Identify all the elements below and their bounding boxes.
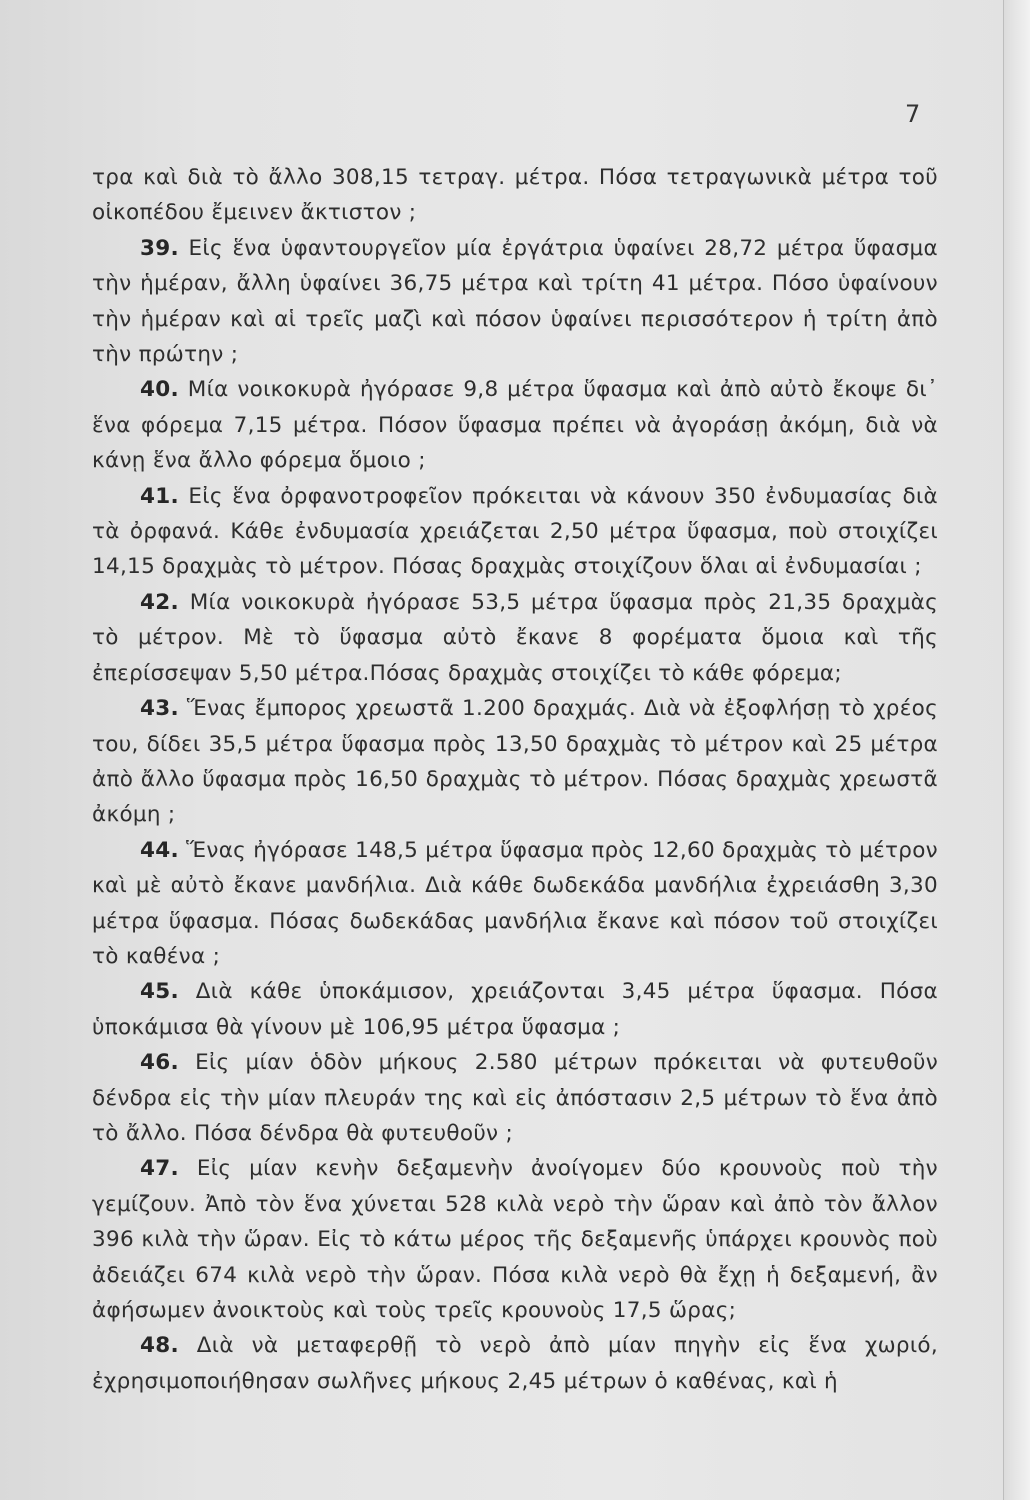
page-text bbox=[92, 160, 938, 1399]
problem-text: Μία νοικοκυρὰ ἠγόρασε 53,5 μέτρα ὕφασμα πρὸς 21,35 δραχμὰς τὸ μέτρον. Μὲ τὸ ὕφασμα αὐτὸ ἔκανε 8 φορέματα ὅμοια καὶ τῆς ἐπερίσσεψαν 5,50 μέτρα.Πόσας δραχμὰς στοιχίζει τὸ κάθε φόρεμα; bbox=[92, 589, 938, 686]
problem-45 bbox=[92, 974, 938, 1045]
problem-text: Διὰ κάθε ὑποκάμισον, χρειάζονται 3,45 μέτρα ὕφασμα. Πόσα ὑποκάμισα θὰ γίνουν μὲ 106,95 μέτρα ὕφασμα ; bbox=[92, 979, 939, 1040]
problem-number: 48. bbox=[140, 1333, 179, 1359]
problem-41 bbox=[92, 479, 938, 585]
problem-47 bbox=[92, 1151, 938, 1328]
intro-paragraph: τρα καὶ διὰ τὸ ἄλλο 308,15 τετραγ. μέτρα. Πόσα τετραγωνικὰ μέτρα τοῦ οἰκοπέδου ἔμεινεν ἄκτιστον ; bbox=[92, 165, 938, 226]
problem-number: 42. bbox=[140, 589, 179, 615]
problem-46 bbox=[92, 1045, 938, 1151]
problem-number: 40. bbox=[140, 377, 179, 403]
page-edge bbox=[1003, 0, 1030, 1500]
page-number: 7 bbox=[905, 100, 921, 128]
problem-text: Εἰς μίαν ὁδὸν μήκους 2.580 μέτρων πρόκειται νὰ φυτευθοῦν δένδρα εἰς τὴν μίαν πλευράν της καὶ εἰς ἀπόστασιν 2,5 μέτρων τὸ ἕνα ἀπὸ τὸ ἄλλο. Πόσα δένδρα θὰ φυτευθοῦν ; bbox=[92, 1050, 939, 1146]
problem-40 bbox=[92, 372, 938, 478]
problem-text: Εἰς ἕνα ὀρφανοτροφεῖον πρόκειται νὰ κάνουν 350 ἐνδυμασίας διὰ τὰ ὀρφανά. Κάθε ἐνδυμασία χρειάζεται 2,50 μέτρα ὕφασμα, ποὺ στοιχίζει 14,15 δραχμὰς τὸ μέτρον. Πόσας δραχμὰς στοιχίζουν ὅλαι αἱ ἐνδυμασίαι ; bbox=[92, 483, 938, 580]
problem-text: Διὰ νὰ μεταφερθῇ τὸ νερὸ ἀπὸ μίαν πηγὴν εἰς ἕνα χωριό, ἐχρησιμοποιήθησαν σωλῆνες μήκους 2,45 μέτρων ὁ καθένας, καὶ ἡ bbox=[92, 1333, 938, 1394]
problem-number: 44. bbox=[140, 837, 179, 863]
problem-39 bbox=[92, 231, 938, 373]
problem-text: Ἕνας ἠγόρασε 148,5 μέτρα ὕφασμα πρὸς 12,60 δραχμὰς τὸ μέτρον καὶ μὲ αὐτὸ ἔκανε μανδήλια. Διὰ κάθε δωδεκάδα μανδήλια ἐχρειάσθη 3,30 μέτρα ὕφασμα. Πόσας δωδεκάδας μανδήλια ἔκανε καὶ πόσον τοῦ στοιχίζει τὸ καθένα ; bbox=[92, 837, 938, 969]
problem-48 bbox=[92, 1328, 938, 1399]
problem-44 bbox=[92, 833, 938, 975]
problem-number: 47. bbox=[140, 1156, 179, 1182]
problem-number: 41. bbox=[140, 483, 179, 509]
problem-text: Εἰς μίαν κενὴν δεξαμενὴν ἀνοίγομεν δύο κρουνοὺς ποὺ τὴν γεμίζουν. Ἀπὸ τὸν ἕνα χύνεται 528 κιλὰ νερὸ τὴν ὥραν καὶ ἀπὸ τὸν ἄλλον 396 κιλὰ τὴν ὥραν. Εἰς τὸ κάτω μέρος τῆς δεξαμενῆς ὑπάρχει κρουνὸς ποὺ ἀδειάζει 674 κιλὰ νερὸ τὴν ὥραν. Πόσα κιλὰ νερὸ θὰ ἔχῃ ἡ δεξαμενή, ἂν ἀφήσωμεν ἀνοικτοὺς καὶ τοὺς τρεῖς κρουνοὺς 17,5 ὥρας; bbox=[92, 1156, 938, 1323]
problem-number: 43. bbox=[140, 696, 179, 722]
problem-42 bbox=[92, 585, 938, 691]
problem-text: Εἰς ἕνα ὑφαντουργεῖον μία ἐργάτρια ὑφαίνει 28,72 μέτρα ὕφασμα τὴν ἡμέραν, ἄλλη ὑφαίνει 36,75 μέτρα καὶ τρίτη 41 μέτρα. Πόσο ὑφαίνουν τὴν ἡμέραν καὶ αἱ τρεῖς μαζὶ καὶ πόσον ὑφαίνει περισσότερον ἡ τρίτη ἀπὸ τὴν πρώτην ; bbox=[92, 235, 938, 368]
problem-text: Μία νοικοκυρὰ ἠγόρασε 9,8 μέτρα ὕφασμα καὶ ἀπὸ αὐτὸ ἔκοψε δι᾽ ἕνα φόρεμα 7,15 μέτρα. Πόσον ὕφασμα πρέπει νὰ ἀγοράσῃ ἀκόμη, διὰ νὰ κάνῃ ἕνα ἄλλο φόρεμα ὅμοιο ; bbox=[92, 377, 938, 474]
problem-number: 46. bbox=[140, 1050, 179, 1076]
problem-number: 45. bbox=[140, 979, 179, 1005]
problem-43 bbox=[92, 691, 938, 833]
problem-text: Ἕνας ἔμπορος χρεωστᾶ 1.200 δραχμάς. Διὰ νὰ ἐξοφλήσῃ τὸ χρέος του, δίδει 35,5 μέτρα ὕφασμα πρὸς 13,50 δραχμὰς τὸ μέτρον καὶ 25 μέτρα ἀπὸ ἄλλο ὕφασμα πρὸς 16,50 δραχμὰς τὸ μέτρον. Πόσας δραχμὰς χρεωστᾶ ἀκόμη ; bbox=[92, 696, 938, 828]
problem-number: 39. bbox=[140, 235, 179, 261]
